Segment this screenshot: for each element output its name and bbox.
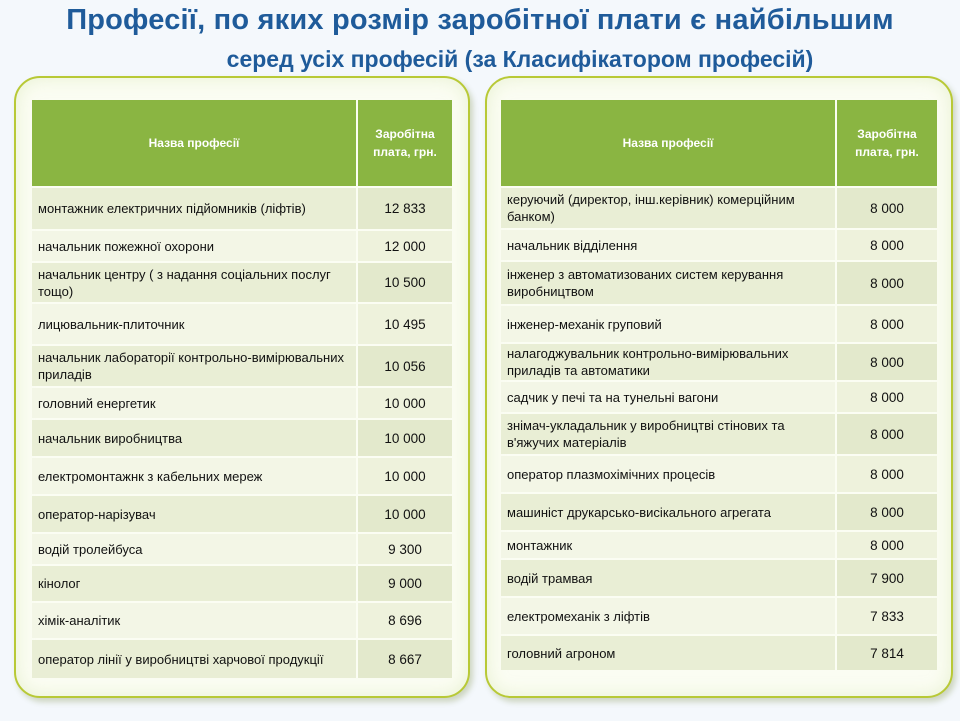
table-row xyxy=(32,231,452,261)
table-row xyxy=(32,640,452,678)
profession-name: садчик у печі та на тунельні вагони xyxy=(501,382,837,412)
salary-value: 8 000 xyxy=(837,494,937,530)
table-row xyxy=(501,494,937,530)
salary-value: 10 000 xyxy=(358,496,452,532)
salary-value: 8 000 xyxy=(837,188,937,228)
profession-name: керуючий (директор, інш.керівник) комерційним банком) xyxy=(501,188,837,228)
profession-name: монтажник xyxy=(501,532,837,558)
salary-value: 12 000 xyxy=(358,231,452,261)
table-row xyxy=(501,532,937,558)
table-row xyxy=(32,566,452,601)
right-table-body xyxy=(501,188,937,670)
salary-value: 10 495 xyxy=(358,304,452,344)
profession-name: монтажник електричних підйомників (ліфтів) xyxy=(32,188,358,229)
table-row xyxy=(501,188,937,228)
profession-name: налагоджувальник контрольно-вимірювальних приладів та автоматики xyxy=(501,344,837,380)
profession-name: оператор лінії у виробництві харчової продукції xyxy=(32,640,358,678)
salary-value: 10 000 xyxy=(358,420,452,456)
table-row xyxy=(32,188,452,229)
salary-value: 9 300 xyxy=(358,534,452,564)
page-title: Професії, по яких розмір заробітної плати є найбільшим xyxy=(66,4,894,36)
salary-value: 10 500 xyxy=(358,263,452,302)
profession-name: начальник центру ( з надання соціальних послуг тощо) xyxy=(32,263,358,302)
right-salary-table xyxy=(501,98,937,672)
table-row xyxy=(501,560,937,596)
salary-value: 7 814 xyxy=(837,636,937,670)
profession-name: начальник лабораторії контрольно-вимірювальних приладів xyxy=(32,346,358,386)
table-row xyxy=(501,456,937,492)
salary-value: 7 833 xyxy=(837,598,937,634)
profession-name: начальник відділення xyxy=(501,230,837,260)
table-row xyxy=(501,262,937,304)
table-row xyxy=(32,263,452,302)
salary-value: 8 000 xyxy=(837,532,937,558)
table-row xyxy=(32,496,452,532)
salary-value: 9 000 xyxy=(358,566,452,601)
table-row xyxy=(501,414,937,454)
salary-value: 8 696 xyxy=(358,603,452,638)
table-row xyxy=(501,344,937,380)
salary-value: 10 000 xyxy=(358,388,452,418)
profession-name: хімік-аналітик xyxy=(32,603,358,638)
table-row xyxy=(501,382,937,412)
salary-value: 12 833 xyxy=(358,188,452,229)
profession-name: головний енергетик xyxy=(32,388,358,418)
profession-name: начальник виробництва xyxy=(32,420,358,456)
left-table-body xyxy=(32,188,452,678)
left-table-panel xyxy=(14,76,470,698)
profession-name: інженер з автоматизованих систем керування виробництвом xyxy=(501,262,837,304)
salary-value: 8 000 xyxy=(837,344,937,380)
table-row xyxy=(32,603,452,638)
profession-name: машиніст друкарсько-висікального агрегата xyxy=(501,494,837,530)
table-row xyxy=(501,230,937,260)
table-row xyxy=(32,304,452,344)
table-row xyxy=(501,306,937,342)
table-row xyxy=(501,636,937,670)
profession-name: водій тролейбуса xyxy=(32,534,358,564)
table-header-row xyxy=(32,100,452,186)
profession-name: електромонтажнк з кабельних мереж xyxy=(32,458,358,494)
salary-value: 8 000 xyxy=(837,414,937,454)
profession-name: кінолог xyxy=(32,566,358,601)
salary-value: 8 667 xyxy=(358,640,452,678)
profession-name: знімач-укладальник у виробництві стінових та в'яжучих матеріалів xyxy=(501,414,837,454)
table-header-row xyxy=(501,100,937,186)
column-header-salary: Заробітна плата, грн. xyxy=(837,100,937,186)
table-row xyxy=(32,420,452,456)
page-subtitle: серед усіх професій (за Класифікатором професій) xyxy=(226,46,814,72)
salary-value: 8 000 xyxy=(837,230,937,260)
salary-value: 8 000 xyxy=(837,262,937,304)
table-row xyxy=(501,598,937,634)
salary-value: 8 000 xyxy=(837,382,937,412)
profession-name: головний агроном xyxy=(501,636,837,670)
column-header-name: Назва професії xyxy=(32,100,358,186)
salary-value: 8 000 xyxy=(837,306,937,342)
profession-name: начальник пожежної охорони xyxy=(32,231,358,261)
profession-name: електромеханік з ліфтів xyxy=(501,598,837,634)
profession-name: лицювальник-плиточник xyxy=(32,304,358,344)
salary-value: 7 900 xyxy=(837,560,937,596)
table-row xyxy=(32,346,452,386)
table-row xyxy=(32,458,452,494)
profession-name: оператор-нарізувач xyxy=(32,496,358,532)
table-row xyxy=(32,534,452,564)
column-header-salary: Заробітна плата, грн. xyxy=(358,100,452,186)
salary-value: 10 056 xyxy=(358,346,452,386)
column-header-name: Назва професії xyxy=(501,100,837,186)
table-row xyxy=(32,388,452,418)
profession-name: інженер-механік груповий xyxy=(501,306,837,342)
left-salary-table xyxy=(32,98,452,680)
salary-value: 10 000 xyxy=(358,458,452,494)
profession-name: водій трамвая xyxy=(501,560,837,596)
profession-name: оператор плазмохімічних процесів xyxy=(501,456,837,492)
right-table-panel xyxy=(485,76,953,698)
salary-value: 8 000 xyxy=(837,456,937,492)
